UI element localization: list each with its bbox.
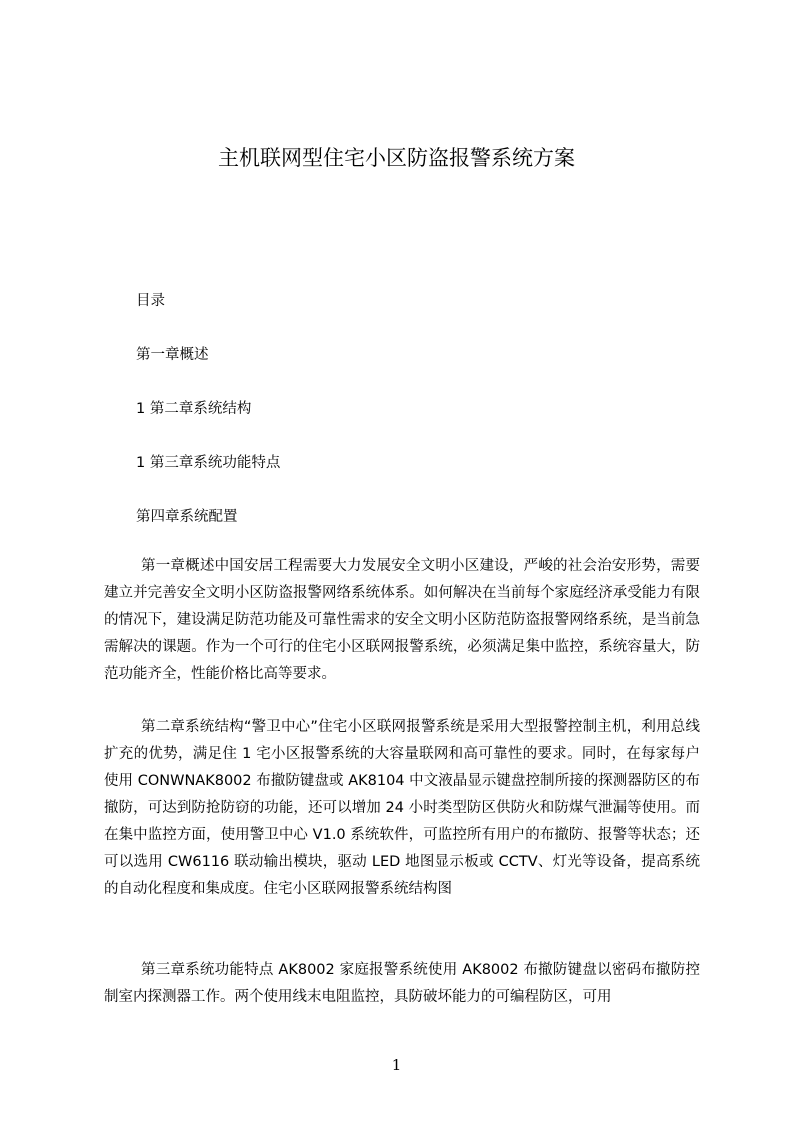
toc-item-chapter-4: 第四章系统配置 xyxy=(136,509,238,525)
paragraph-system-structure: 第二章系统结构“警卫中心”住宅小区联网报警系统是采用大型报警控制主机，利用总线扩充的优势，满足住 1 宅小区报警系统的大容量联网和高可靠性的要求。同时，在每家每户使用 CONWNAK8002 布撤防键盘或 AK8104 中文液晶显示键盘控制所接的探测器防区的布撤防，可达到防抢防窃的功能，还可以增加 24 小时类型防区供防火和防煤气泄漏等使用。而在集中监控方面，使用警卫中心 V1.0 系统软件，可监控所有用户的布撤防、报警等状态；还可以选用 CW6116 联动输出模块，驱动 LED 地图显示板或 CCTV、灯光等设备，提高系统的自动化程度和集成度。住宅小区联网报警系统结构图 xyxy=(104,719,700,897)
page-number: 1 xyxy=(391,1056,402,1074)
toc-item-chapter-3: 1 第三章系统功能特点 xyxy=(136,455,281,471)
paragraph-overview: 第一章概述中国安居工程需要大力发展安全文明小区建设，严峻的社会治安形势，需要建立并完善安全文明小区防盗报警网络系统体系。如何解决在当前每个家庭经济承受能力有限的情况下，建设满足防范功能及可靠性需求的安全文明小区防范防盗报警网络系统，是当前急需解决的课题。作为一个可行的住宅小区联网报警系统，必须满足集中监控，系统容量大，防范功能齐全，性能价格比高等要求。 xyxy=(104,558,700,682)
toc-item-chapter-1: 第一章概述 xyxy=(136,347,209,363)
toc-heading: 目录 xyxy=(136,293,165,309)
toc-item-chapter-2: 1 第二章系统结构 xyxy=(136,401,252,417)
paragraph-system-features: 第三章系统功能特点 AK8002 家庭报警系统使用 AK8002 布撤防键盘以密码布撤防控制室内探测器工作。两个使用线末电阻监控，具防破坏能力的可编程防区，可用 xyxy=(104,962,700,1005)
document-title: 主机联网型住宅小区防盗报警系统方案 xyxy=(218,146,575,170)
